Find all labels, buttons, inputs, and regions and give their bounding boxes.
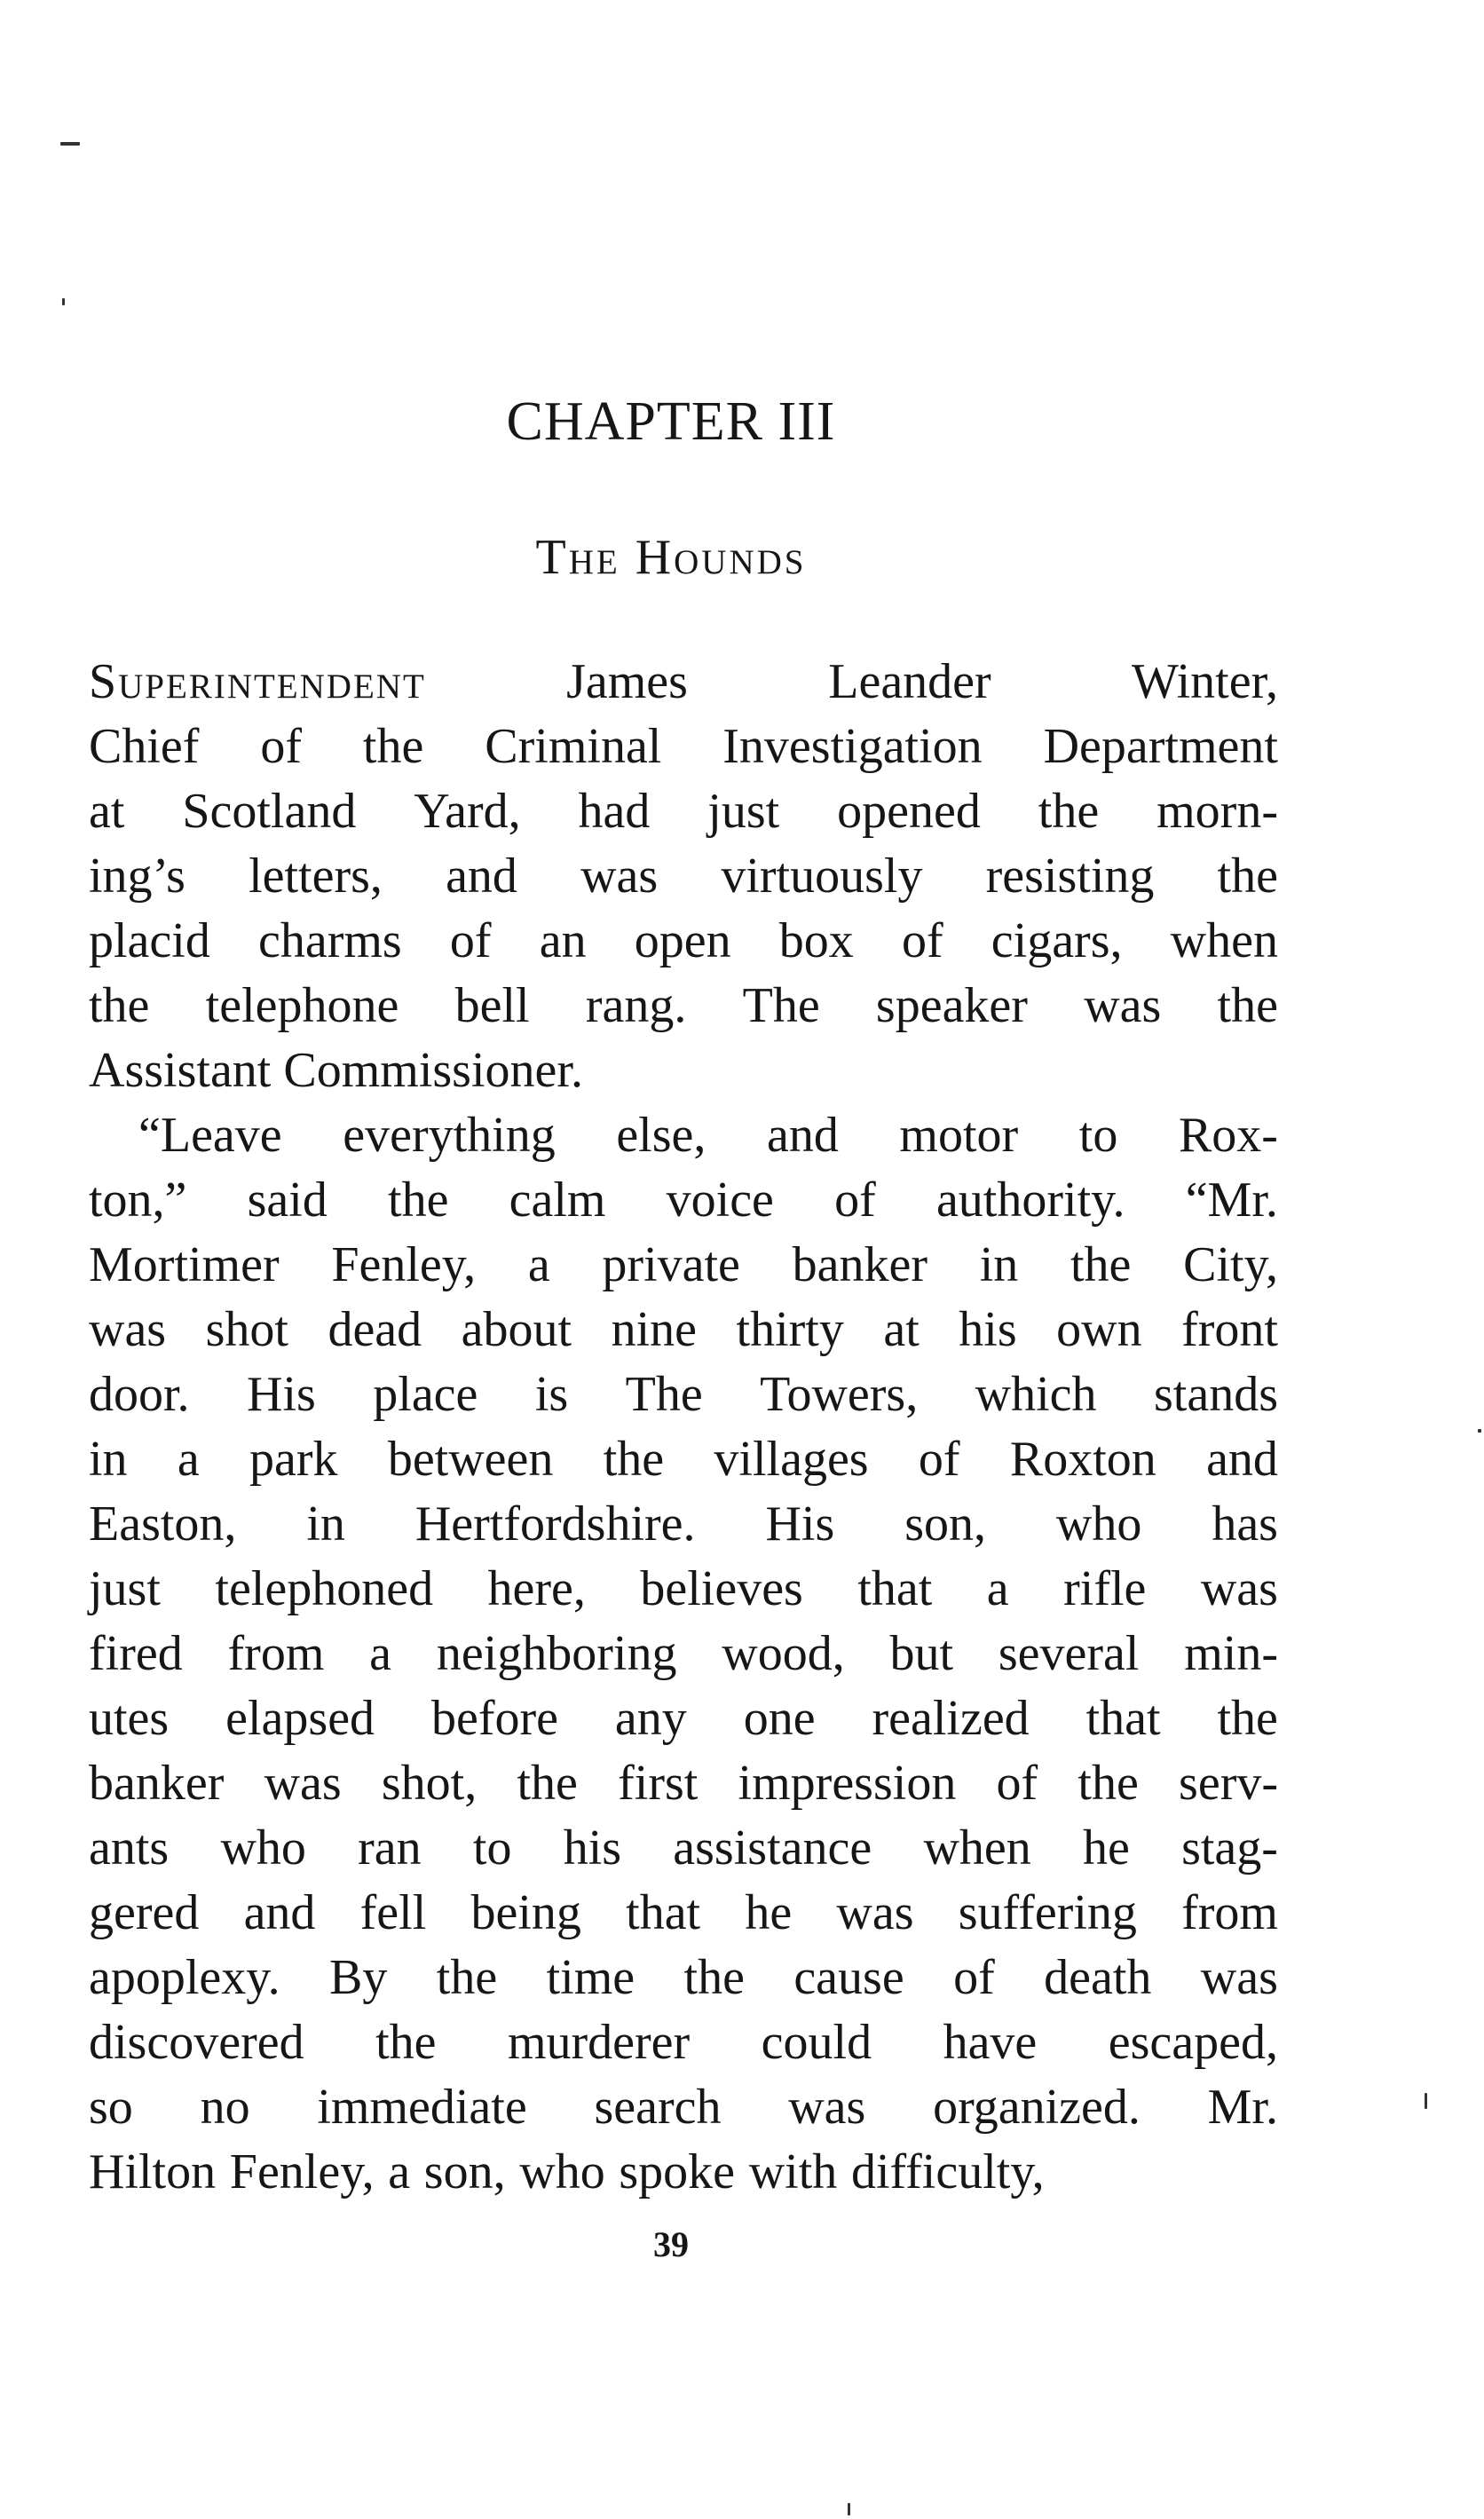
word: opened (837, 784, 981, 839)
word: from (227, 1626, 325, 1681)
word: Leander (828, 654, 991, 709)
text-line (89, 2010, 1278, 2075)
word: no (200, 2080, 250, 2135)
word: The (625, 1367, 703, 1422)
word: that (857, 1561, 933, 1616)
word: and (1206, 1432, 1278, 1487)
word: was (788, 2080, 866, 2135)
text-line (89, 2075, 1278, 2140)
word: of (834, 1173, 876, 1228)
word: any (614, 1691, 687, 1746)
word: time (546, 1950, 635, 2005)
word: shot, (381, 1756, 478, 1811)
paragraph-lead-word: Superintendent (89, 654, 426, 709)
word: banker (89, 1756, 225, 1811)
word: neighboring (436, 1626, 677, 1681)
word: gered (89, 1885, 200, 1940)
word: the (603, 1432, 665, 1487)
word: the (1070, 1237, 1132, 1292)
word: who (519, 2144, 605, 2199)
word: when (1170, 913, 1278, 968)
word: Fenley, (331, 1237, 477, 1292)
word: said (247, 1173, 328, 1228)
text-line (89, 779, 1278, 844)
word: so (89, 2080, 133, 2135)
word: one (743, 1691, 816, 1746)
word: his (959, 1302, 1017, 1357)
word: banker (792, 1237, 928, 1292)
word: assistance (673, 1820, 872, 1875)
word: Assistant Commissioner. (89, 1043, 583, 1098)
text-line (89, 1816, 1278, 1881)
word: and (243, 1885, 316, 1940)
chapter-title: CHAPTER III (506, 391, 836, 452)
word: difficulty, (850, 2144, 1045, 2199)
word: just (707, 784, 780, 839)
word: a (177, 1432, 200, 1487)
word: wood, (722, 1626, 845, 1681)
word: being (470, 1885, 581, 1940)
text-line (89, 1103, 1278, 1168)
word: private (602, 1237, 740, 1292)
word: Hilton (89, 2144, 217, 2199)
word: have (943, 2015, 1038, 2070)
word: ton,” (89, 1173, 187, 1228)
word: search (594, 2080, 722, 2135)
word: murderer (507, 2015, 691, 2070)
word: ran (358, 1820, 422, 1875)
word: Hertfordshire. (414, 1496, 696, 1552)
text-line (89, 1362, 1278, 1427)
word: is (534, 1367, 569, 1422)
text-line (89, 1298, 1278, 1362)
word: has (1212, 1496, 1278, 1552)
text-line (89, 650, 1278, 715)
word: to (472, 1820, 512, 1875)
word: Easton, (89, 1496, 237, 1552)
word: shot (205, 1302, 288, 1357)
word: death (1044, 1950, 1152, 2005)
word: with (748, 2144, 838, 2199)
word: calm (509, 1173, 606, 1228)
word: but (889, 1626, 954, 1681)
word: he (745, 1885, 793, 1940)
word: rang. (585, 978, 687, 1033)
word: telephone (205, 978, 399, 1033)
scan-speck (1425, 2093, 1427, 2109)
word: else, (616, 1108, 706, 1163)
word: escaped, (1108, 2015, 1278, 2070)
word: apoplexy. (89, 1950, 280, 2005)
word: His (765, 1496, 835, 1552)
word: the (1217, 978, 1278, 1033)
word: the (1077, 1756, 1139, 1811)
word: speaker (875, 978, 1028, 1033)
word: letters, (249, 849, 383, 904)
word: “Mr. (1185, 1173, 1278, 1228)
word: the (388, 1173, 449, 1228)
word: a (527, 1237, 550, 1292)
word: everything (343, 1108, 556, 1163)
chapter-subtitle: The Hounds (535, 530, 807, 585)
word: at (89, 784, 125, 839)
word: was (89, 1302, 167, 1357)
word: Chief (89, 719, 200, 774)
word: of (996, 1756, 1038, 1811)
word: and (446, 849, 517, 904)
text-line (89, 2140, 1278, 2205)
word: ants (89, 1820, 170, 1875)
word: bell (454, 978, 530, 1033)
word: City, (1183, 1237, 1278, 1292)
scan-speck (848, 2503, 850, 2515)
text-line (89, 974, 1278, 1038)
word: the (436, 1950, 498, 2005)
word: discovered (89, 2015, 304, 2070)
word: Roxton (1009, 1432, 1156, 1487)
word: Mr. (1207, 2080, 1278, 2135)
word: open (634, 913, 731, 968)
word: His (247, 1367, 316, 1422)
body-text (89, 650, 1278, 2205)
word: realized (872, 1691, 1030, 1746)
word: several (998, 1626, 1140, 1681)
word: villages (714, 1432, 869, 1487)
text-line (89, 1492, 1278, 1557)
word: voice (666, 1173, 774, 1228)
word: James (566, 654, 688, 709)
word: virtuously (721, 849, 923, 904)
word: was (264, 1756, 342, 1811)
word: authority. (935, 1173, 1125, 1228)
word: utes (89, 1691, 170, 1746)
word: Department (1043, 719, 1278, 774)
word: a (388, 2144, 411, 2199)
word: the (517, 1756, 578, 1811)
word: resisting (985, 849, 1155, 904)
word: organized. (933, 2080, 1141, 2135)
word: was (580, 849, 659, 904)
word: the (375, 2015, 437, 2070)
word: Fenley, (229, 2144, 375, 2199)
word: a (986, 1561, 1009, 1616)
word: of (260, 719, 302, 774)
word: about (461, 1302, 572, 1357)
word: dead (328, 1302, 422, 1357)
word: stands (1153, 1367, 1278, 1422)
text-line (89, 1622, 1278, 1686)
word: cause (793, 1950, 904, 2005)
word: By (329, 1950, 388, 2005)
word: front (1181, 1302, 1278, 1357)
text-line (89, 1881, 1278, 1946)
word: motor (899, 1108, 1019, 1163)
word: “Leave (138, 1108, 282, 1163)
word: the (683, 1950, 745, 2005)
word: rifle (1063, 1561, 1147, 1616)
text-line (89, 1233, 1278, 1298)
word: believes (640, 1561, 803, 1616)
scan-speck (60, 142, 80, 146)
word: Mortimer (89, 1237, 280, 1292)
word: just (89, 1561, 161, 1616)
word: was (1200, 1950, 1278, 2005)
text-line (89, 1168, 1278, 1233)
word: ing’s (89, 849, 186, 904)
text-line (89, 1686, 1278, 1751)
word: Scotland (182, 784, 357, 839)
word: stag- (1181, 1820, 1278, 1875)
word: a (369, 1626, 392, 1681)
word: the (1217, 849, 1278, 904)
word: immediate (317, 2080, 527, 2135)
word: elapsed (225, 1691, 375, 1746)
word: between (387, 1432, 554, 1487)
word: suffering (958, 1885, 1137, 1940)
word: of (901, 913, 943, 968)
word: morn- (1156, 784, 1278, 839)
word: the (89, 978, 150, 1033)
word: placid (89, 913, 210, 968)
text-line (89, 1427, 1278, 1492)
word: in (306, 1496, 345, 1552)
text-line (89, 1038, 1278, 1103)
word: Yard, (414, 784, 521, 839)
word: of (449, 913, 492, 968)
word: fell (359, 1885, 427, 1940)
text-line (89, 844, 1278, 909)
word: his (563, 1820, 622, 1875)
word: son, (423, 2144, 506, 2199)
text-line (89, 715, 1278, 779)
word: to (1078, 1108, 1118, 1163)
word: was (1084, 978, 1162, 1033)
word: thirty (736, 1302, 844, 1357)
scan-speck (1478, 1429, 1481, 1433)
word: of (953, 1950, 995, 2005)
word: had (578, 784, 651, 839)
text-line (89, 1751, 1278, 1816)
word: box (778, 913, 854, 968)
text-line (89, 1946, 1278, 2010)
word: son, (904, 1496, 986, 1552)
word: Criminal (485, 719, 662, 774)
word: nine (611, 1302, 698, 1357)
word: who (1055, 1496, 1142, 1552)
word: min- (1184, 1626, 1278, 1681)
word: the (1217, 1691, 1278, 1746)
word: The (742, 978, 820, 1033)
word: and (766, 1108, 839, 1163)
word: impression (738, 1756, 957, 1811)
word: could (761, 2015, 872, 2070)
word: serv- (1179, 1756, 1278, 1811)
scan-speck (62, 298, 65, 305)
word: the (362, 719, 424, 774)
word: place (373, 1367, 478, 1422)
word: here, (487, 1561, 586, 1616)
word: when (923, 1820, 1031, 1875)
word: which (975, 1367, 1097, 1422)
word: charms (258, 913, 402, 968)
word: first (618, 1756, 699, 1811)
word: Winter, (1132, 654, 1278, 709)
word: door. (89, 1367, 190, 1422)
word: Investigation (722, 719, 983, 774)
word: from (1181, 1885, 1278, 1940)
page-number: 39 (653, 2224, 689, 2264)
word: park (249, 1432, 338, 1487)
word: before (430, 1691, 558, 1746)
word: that (1085, 1691, 1161, 1746)
word: cigars, (991, 913, 1123, 968)
word: was (1200, 1561, 1278, 1616)
word: that (626, 1885, 701, 1940)
word: in (979, 1237, 1019, 1292)
word: own (1056, 1302, 1142, 1357)
word: in (89, 1432, 128, 1487)
word: who (220, 1820, 306, 1875)
word: spoke (619, 2144, 736, 2199)
text-line (89, 909, 1278, 974)
word: an (539, 913, 587, 968)
word: fired (89, 1626, 183, 1681)
word: the (1038, 784, 1100, 839)
word: Rox- (1178, 1108, 1278, 1163)
word: was (836, 1885, 914, 1940)
word: telephoned (215, 1561, 434, 1616)
word: at (883, 1302, 920, 1357)
text-line (89, 1557, 1278, 1622)
word: of (918, 1432, 960, 1487)
word: he (1082, 1820, 1130, 1875)
word: Towers, (760, 1367, 919, 1422)
